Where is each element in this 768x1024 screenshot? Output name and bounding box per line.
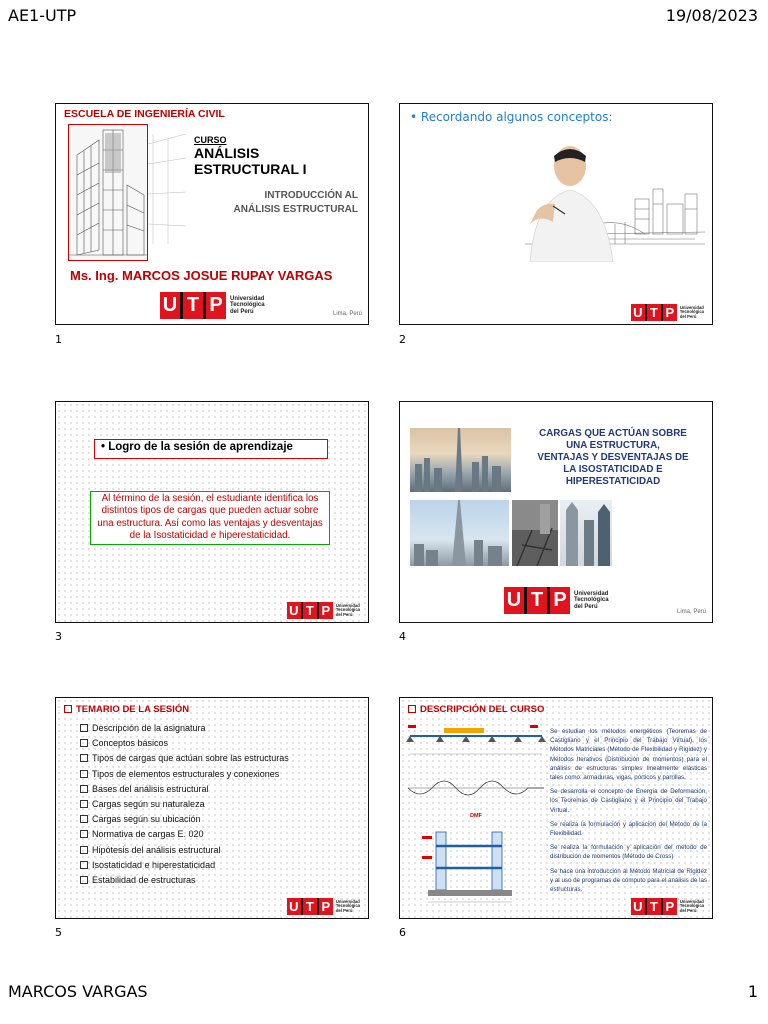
slide-number-1: 1 [55, 333, 62, 346]
session-subtitle-line2: ANÁLISIS ESTRUCTURAL [233, 204, 358, 215]
agenda-item: Cargas según su naturaleza [80, 799, 289, 809]
location-text: Lima, Perú [676, 609, 706, 615]
utp-letter-p: P [206, 292, 226, 319]
agenda-item: Tipos de elementos estructurales y conexiones [80, 769, 289, 779]
loads-title: CARGAS QUE ACTÚAN SOBRE UNA ESTRUCTURA, VENTAJAS Y DESVENTAJAS DE LA ISOSTATICIDAD E HIPERESTATICIDAD [537, 428, 689, 487]
slide-number-4: 4 [399, 630, 406, 643]
session-subtitle-line1: INTRODUCCIÓN AL [264, 190, 358, 201]
checkbox-icon [80, 800, 88, 808]
agenda-item: Estabilidad de estructuras [80, 875, 289, 885]
agenda-item: Cargas según su ubicación [80, 814, 289, 824]
utp-logo: U T P Universidad Tecnológica del Perú [631, 898, 704, 915]
agenda-item: Isostaticidad e hiperestaticidad [80, 860, 289, 870]
agenda-item: Hipótesis del análisis estructural [80, 845, 289, 855]
teacher-name: Ms. Ing. MARCOS JOSUE RUPAY VARGAS [70, 268, 333, 283]
agenda-item: Conceptos básicos [80, 738, 289, 748]
construction-photo [512, 500, 558, 566]
slide-number-5: 5 [55, 926, 62, 939]
page-header-left: AE1-UTP [8, 6, 77, 25]
building-sketch-image [68, 124, 148, 261]
utp-logo: U T P Universidad Tecnológica del Perú [504, 587, 609, 614]
slide-number-2: 2 [399, 333, 406, 346]
checkbox-icon [80, 724, 88, 732]
sketch-lines [148, 134, 188, 248]
slide-3 [55, 401, 369, 623]
slide-2 [399, 103, 713, 325]
page-footer-author: MARCOS VARGAS [8, 982, 148, 1001]
utp-letter-u: U [160, 292, 180, 319]
learning-goal-text: Al término de la sesión, el estudiante identifica los distintos tipos de cargas que pueden actuar sobre una estructura. Así como las ventajas y desventajas de la Isostaticidad e hiperestaticidad. [90, 491, 330, 545]
description-paragraph: Se realiza la formulación y aplicación del método de distribución de momentos (Método de Cross) [550, 844, 707, 861]
checkbox-icon [80, 739, 88, 747]
agenda-item: Normativa de cargas E. 020 [80, 829, 289, 839]
checkbox-icon [64, 705, 72, 713]
agenda-item: Tipos de cargas que actúan sobre las estructuras [80, 753, 289, 763]
slide-4 [399, 401, 713, 623]
skyscrapers-photo [560, 500, 612, 566]
agenda-list [80, 723, 289, 890]
moment-diagram [406, 770, 546, 814]
frame-diagram [422, 826, 532, 910]
course-title-line2: ESTRUCTURAL I [194, 161, 307, 177]
burj-khalifa-photo [410, 500, 509, 566]
page-footer-number: 1 [747, 982, 758, 1001]
slide-number-6: 6 [399, 926, 406, 939]
utp-logo: U T P Universidad Tecnológica del Perú [287, 602, 360, 619]
description-paragraph: Se realiza la formulación y aplicación del Método de la Flexibilidad. [550, 820, 707, 838]
beam-diagram [406, 722, 546, 766]
page-header-date: 19/08/2023 [665, 6, 758, 25]
slide-5 [55, 697, 369, 919]
checkbox-icon [80, 754, 88, 762]
slide-1 [55, 103, 369, 325]
learning-goal-heading: • Logro de la sesión de aprendizaje [94, 439, 328, 459]
description-paragraph: Se hace una introducción al Método Matricial de Rigidez y al uso de programas de cómputo para el análisis de las estructuras. [550, 867, 707, 894]
slide-number-3: 3 [55, 630, 62, 643]
slide-6 [399, 697, 713, 919]
agenda-title: TEMARIO DE LA SESIÓN [64, 704, 189, 715]
utp-logo: U T P Universidad Tecnológica del Perú [287, 898, 360, 915]
course-label: CURSO [194, 135, 227, 145]
city-skyline-photo [410, 428, 511, 492]
description-paragraph: Se desarrolla el concepto de Energía de Deformación, los Teoremas de Castigliano y el Principio del Trabajo Virtual. [550, 788, 707, 814]
course-description-title: DESCRIPCIÓN DEL CURSO [408, 704, 544, 715]
utp-letter-t: T [183, 292, 203, 319]
school-name: ESCUELA DE INGENIERÍA CIVIL [64, 108, 225, 120]
checkbox-icon [80, 785, 88, 793]
checkbox-icon [80, 770, 88, 778]
description-paragraph: Se estudian los métodos energéticos (Teoremas de Castigliano y el Principio del Trabajo Virtual), los Métodos Matriciales (Método de Flexibilidad y Rigidez) y Métodos Iterativos (Distribución de momentos) para el análisis de estructuras simples linealmente elásticas tales como: armaduras, vigas, pórticos y parrillas. [550, 728, 707, 782]
agenda-item: Descripción de la asignatura [80, 723, 289, 733]
slide-2-title: • Recordando algunos conceptos: [410, 110, 613, 124]
checkbox-icon [80, 876, 88, 884]
checkbox-icon [80, 815, 88, 823]
course-description-text [550, 727, 707, 899]
utp-logo: U T P Universidad Tecnológica del Perú [631, 304, 704, 321]
dmf-label: DMF [470, 813, 482, 819]
checkbox-icon [408, 705, 416, 713]
agenda-item: Bases del análisis estructural [80, 784, 289, 794]
engineer-sketch-image [525, 144, 705, 266]
checkbox-icon [80, 861, 88, 869]
utp-logo: U T P Universidad Tecnológica del Perú [160, 292, 265, 319]
checkbox-icon [80, 830, 88, 838]
location-text: Lima, Perú [332, 311, 362, 317]
checkbox-icon [80, 846, 88, 854]
course-title-line1: ANÁLISIS [194, 145, 260, 161]
